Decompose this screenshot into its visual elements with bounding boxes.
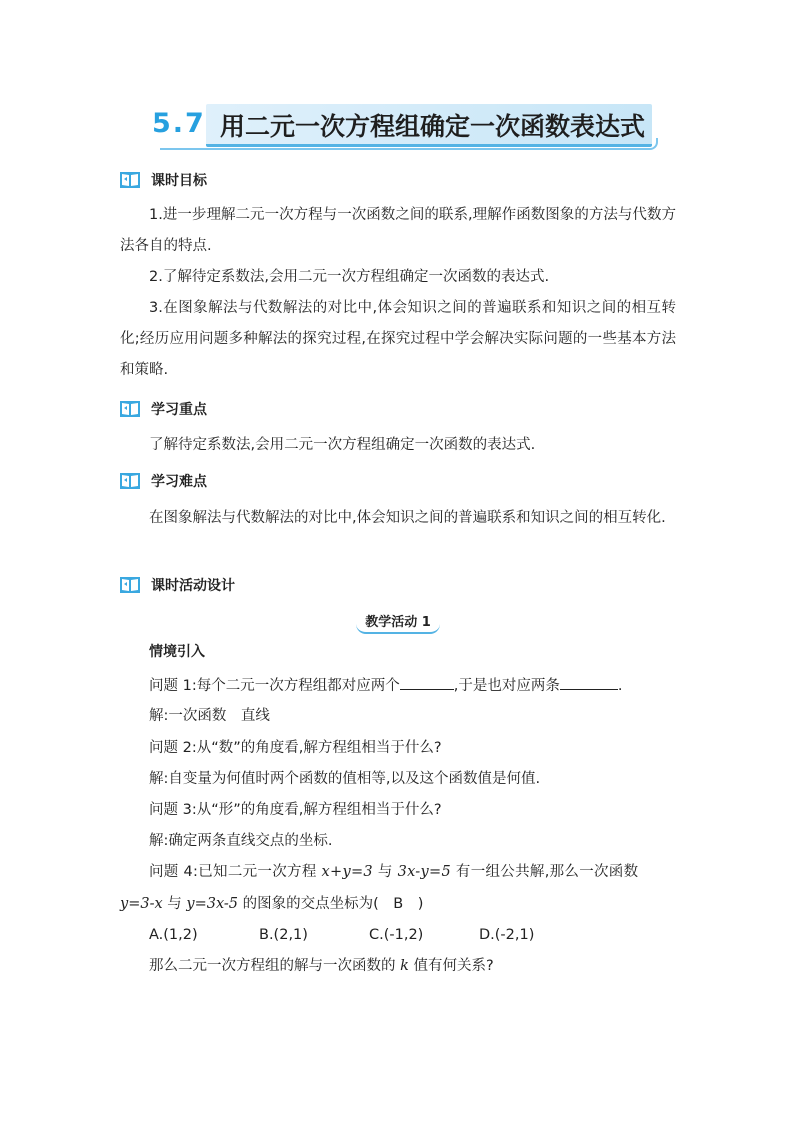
difficulty-text: 在图象解法与代数解法的对比中,体会知识之间的普遍联系和知识之间的相互转化.: [149, 510, 666, 526]
key-point-text: 了解待定系数法,会用二元一次方程组确定一次函数的表达式.: [149, 437, 536, 453]
option-a: A.(1,2): [149, 927, 198, 943]
question-4-text: 有一组公共解,那么一次函数: [450, 864, 639, 880]
answer-2: 解:自变量为何值时两个函数的值相等,以及这个函数值是何值.: [149, 771, 541, 787]
equation-1: x+y=3: [321, 864, 373, 880]
function-2: y=3x-5: [186, 896, 238, 912]
section-label: 课时活动设计: [151, 578, 235, 594]
intro-heading: 情境引入: [149, 644, 205, 660]
answer-3: 解:确定两条直线交点的坐标.: [149, 833, 333, 849]
section-objectives: [119, 168, 207, 192]
lesson-title: 用二元一次方程组确定一次函数表达式: [220, 112, 646, 141]
question-4-line-1: [149, 860, 638, 884]
question-3: 问题 3:从“形”的角度看,解方程组相当于什么?: [149, 802, 442, 818]
question-5-text: 那么二元一次方程组的解与一次函数的: [149, 958, 401, 974]
book-icon: [119, 170, 141, 190]
question-4-options: [149, 923, 589, 947]
section-label: 学习难点: [151, 474, 207, 490]
book-icon: [119, 399, 141, 419]
equation-2: 3x-y=5: [397, 864, 451, 880]
section-label: 学习重点: [151, 402, 207, 418]
question-1-part-b: ,于是也对应两条: [453, 678, 560, 694]
lesson-title-banner: [140, 100, 660, 152]
objective-1: 1.进一步理解二元一次方程与一次函数之间的联系,理解作函数图象的方法与代数方法各自的特点.: [120, 207, 676, 254]
objective-3: 3.在图象解法与代数解法的对比中,体会知识之间的普遍联系和知识之间的相互转化;经历应用问题多种解法的探究过程,在探究过程中学会解决实际问题的一些基本方法和策略.: [120, 300, 676, 378]
question-1: [149, 673, 622, 698]
function-1: y=3-x: [120, 896, 163, 912]
answer-1: 解:一次函数 直线: [149, 708, 270, 724]
question-4-text: 与: [372, 864, 398, 880]
question-4-text: 的图象的交点坐标为( B ): [238, 896, 424, 912]
option-b: B.(2,1): [259, 927, 308, 943]
book-icon: [119, 471, 141, 491]
variable-k: k: [400, 958, 409, 974]
answer-blank: [560, 673, 618, 690]
option-c: C.(-1,2): [369, 927, 424, 943]
section-activity-design: [119, 573, 235, 597]
question-2: 问题 2:从“数”的角度看,解方程组相当于什么?: [149, 740, 442, 756]
question-5: [149, 954, 494, 978]
section-difficulties: [119, 469, 207, 493]
objective-2: 2.了解待定系数法,会用二元一次方程组确定一次函数的表达式.: [149, 269, 550, 285]
book-icon: [119, 575, 141, 595]
section-label: 课时目标: [151, 173, 207, 189]
option-d: D.(-2,1): [479, 927, 535, 943]
question-4-text: 问题 4:已知二元一次方程: [149, 864, 322, 880]
activity-tag: 教学活动 1: [356, 608, 440, 634]
answer-blank: [400, 673, 454, 690]
question-4-line-2: [120, 892, 423, 916]
question-1-part-c: .: [617, 678, 623, 694]
question-4-text: 与: [162, 896, 187, 912]
lesson-number: 5.7: [152, 108, 206, 139]
section-key-points: [119, 397, 207, 421]
question-1-part-a: 问题 1:每个二元一次方程组都对应两个: [149, 678, 400, 694]
question-5-text: 值有何关系?: [408, 958, 494, 974]
